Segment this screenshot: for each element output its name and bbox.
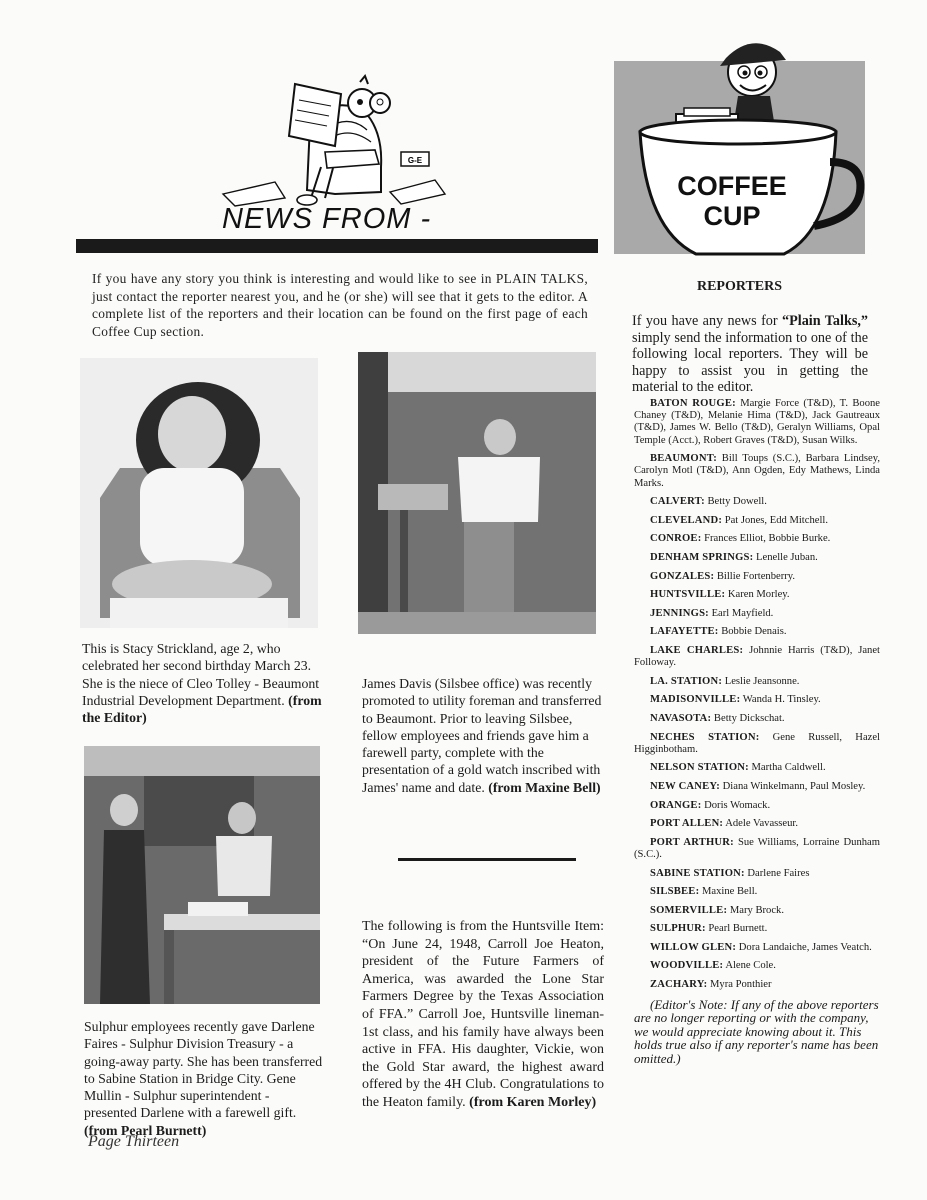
- reporter-town: SOMERVILLE:: [650, 904, 728, 916]
- reporter-town: DENHAM SPRINGS:: [650, 551, 754, 563]
- reporter-names: Adele Vavasseur.: [725, 818, 798, 830]
- reporter-town: SULPHUR:: [650, 923, 706, 935]
- reporter-town: NEW CANEY:: [650, 780, 720, 792]
- reporters-heading: REPORTERS: [696, 279, 783, 294]
- reporter-names: Martha Caldwell.: [751, 762, 826, 774]
- list-item: [634, 732, 880, 756]
- list-item: [634, 453, 880, 490]
- reporter-names: Bobbie Denais.: [721, 626, 787, 638]
- list-item: [634, 608, 880, 620]
- list-item: [634, 781, 880, 793]
- reporter-names: Dora Landaiche, James Veatch.: [738, 941, 872, 953]
- reporter-names: Karen Morley.: [727, 589, 790, 601]
- reporter-town: NAVASOTA:: [650, 712, 712, 724]
- reporter-town: NELSON STATION:: [650, 762, 749, 774]
- list-item: [634, 923, 880, 935]
- reporter-names: Pearl Burnett.: [708, 923, 768, 935]
- reporter-names: Billie Fortenberry.: [716, 570, 796, 582]
- list-item: [634, 533, 880, 545]
- reporter-names: Frances Elliot, Bobbie Burke.: [704, 533, 831, 545]
- reporters-intro-pre: If you have any news for: [632, 313, 782, 329]
- list-item: [634, 552, 880, 564]
- sulphur-caption: [84, 1018, 324, 1139]
- huntsville-story-text: The following is from the Huntsville Item: “On June 24, 1948, Carroll Joe Heaton, president of the Future Farmers of America, was awarded the Lone Star Farmers Degree by the Texas Association of FFA.” Carroll Joe, Huntsville lineman-1st class, and his family have always been active in FFA. His daughter, Vickie, won the Gold Star award, the highest award offered by the 4H Club. Congratulations to the Heaton family.: [362, 919, 604, 1110]
- james-caption-source: (from Maxine Bell): [488, 779, 601, 795]
- james-caption: [362, 675, 602, 796]
- photo-stacy-strickland: [80, 358, 318, 628]
- list-item: [634, 837, 880, 861]
- ge-tag-label: G-E: [407, 156, 423, 165]
- reporter-names: Betty Dickschat.: [713, 712, 785, 724]
- reporter-town: ZACHARY:: [650, 979, 708, 991]
- list-item: [634, 571, 880, 583]
- reporter-town: MADISONVILLE:: [650, 694, 741, 706]
- list-item: [634, 676, 880, 688]
- reporter-town: SABINE STATION:: [650, 867, 745, 879]
- reporter-names: Leslie Jeansonne.: [724, 675, 800, 687]
- reporter-names: Betty Dowell.: [707, 496, 767, 508]
- photo-sulphur-party: [84, 746, 320, 1004]
- list-item: [634, 886, 880, 898]
- reporter-names: Gene Russell, Hazel Higginbotham.: [634, 731, 880, 755]
- reporter-town: HUNTSVILLE:: [650, 589, 726, 601]
- reporters-list: [634, 398, 880, 1066]
- list-item: [634, 942, 880, 954]
- reporter-town: CALVERT:: [650, 496, 705, 508]
- list-item: [634, 713, 880, 725]
- reporter-town: WILLOW GLEN:: [650, 941, 737, 953]
- news-from-title: NEWS FROM -: [222, 203, 432, 235]
- list-item: [634, 979, 880, 991]
- stacy-caption-text: This is Stacy Strickland, age 2, who celebrated her second birthday March 23. She is the niece of Cleo Tolley - Beaumont Industrial Development Department.: [82, 641, 320, 708]
- huntsville-story: [362, 918, 604, 1112]
- coffee-cup-illustration: [614, 30, 874, 280]
- reporter-names: Johnnie Harris (T&D), Janet Followay.: [634, 644, 880, 669]
- reporter-town: JENNINGS:: [650, 607, 709, 619]
- reporter-names: Mary Brock.: [729, 904, 784, 916]
- page-number: Page Thirteen: [88, 1133, 180, 1150]
- stacy-caption-source: (from the Editor): [82, 692, 322, 726]
- list-item: [634, 762, 880, 774]
- reporter-town: PORT ALLEN:: [650, 818, 724, 830]
- list-item: [634, 645, 880, 669]
- reporters-intro: [632, 313, 868, 396]
- list-item: [634, 868, 880, 880]
- list-item: [634, 800, 880, 812]
- reporter-names: Sue Williams, Lorraine Dunham (S.C.).: [634, 836, 880, 860]
- sulphur-caption-text: Sulphur employees recently gave Darlene Faires - Sulphur Division Treasury - a going-away party. She has been transferred to Sabine Station in Bridge City. Gene Mullin - Sulphur superintendent - presented Darlene with a farewell gift.: [84, 1019, 323, 1121]
- list-item: [634, 398, 880, 447]
- reporter-names: Diana Winkelmann, Paul Mosley.: [722, 780, 866, 792]
- photo-james-davis: [358, 352, 596, 634]
- stacy-caption: [82, 640, 322, 726]
- column-divider: [398, 858, 576, 861]
- editor-note: (Editor's Note: If any of the above reporters are no longer reporting or with the company, we would appreciate knowing about it. This holds true also if any reporter's name has been omitted.): [634, 996, 879, 1067]
- james-caption-text: James Davis (Silsbee office) was recently promoted to utility foreman and transferred to Beaumont. Prior to leaving Silsbee, fellow employees and friends gave him a farewell party, complete with the presentation of a gold watch inscribed with James' name and date.: [362, 676, 602, 795]
- reporter-town: LA. STATION:: [650, 675, 723, 687]
- reporter-town: NECHES STATION:: [650, 731, 760, 743]
- intro-paragraph: If you have any story you think is interesting and would like to see in PLAIN TALKS, just contact the reporter nearest you, and he (or she) will see that it gets to the editor. A complete list of the reporters and their location can be found on the first page of each Coffee Cup section.: [92, 271, 588, 339]
- reporter-names: Earl Mayfield.: [711, 607, 774, 619]
- huntsville-story-source: (from Karen Morley): [469, 1094, 597, 1110]
- reporter-names: Bill Toups (S.C.), Barbara Lindsey, Carolyn Motl (T&D), Ann Ogden, Edy Mathews, Linda Marks.: [634, 453, 880, 489]
- reporter-town: LAKE CHARLES:: [650, 644, 744, 656]
- reporter-names: Margie Force (T&D), T. Boone Chaney (T&D), Melanie Hima (T&D), Jack Gautreaux (T&D), James W. Bello (T&D), Geralyn Williams, Opal Temple (Acct.), Robert Graves (T&D), Susan Wilks.: [634, 398, 880, 446]
- sulphur-caption-source: (from Pearl Burnett): [84, 1122, 207, 1138]
- reporter-names: Doris Womack.: [704, 799, 771, 811]
- reporter-town: BATON ROUGE:: [650, 398, 736, 409]
- list-item: [634, 626, 880, 638]
- reporter-town: ORANGE:: [650, 799, 702, 811]
- reporter-names: Lenelle Juban.: [756, 551, 818, 563]
- list-item: [634, 589, 880, 601]
- list-item: [634, 694, 880, 706]
- reporter-names: Darlene Faires: [747, 867, 810, 879]
- reporter-names: Wanda H. Tinsley.: [742, 694, 821, 706]
- cup-word: CUP: [703, 201, 761, 231]
- list-item: [634, 960, 880, 972]
- list-item: [634, 905, 880, 917]
- reporters-intro-bold: “Plain Talks,”: [782, 313, 869, 329]
- reporter-town: WOODVILLE:: [650, 960, 724, 972]
- reporter-town: LAFAYETTE:: [650, 626, 719, 638]
- reporter-names: Myra Ponthier: [710, 979, 772, 991]
- reporter-names: Alene Cole.: [725, 960, 776, 972]
- list-item: [634, 496, 880, 508]
- reporter-town: GONZALES:: [650, 570, 715, 582]
- reporter-names: Pat Jones, Edd Mitchell.: [724, 514, 828, 526]
- reporter-town: CLEVELAND:: [650, 514, 723, 526]
- list-item: [634, 515, 880, 527]
- reporters-intro-post: simply send the information to one of the following local reporters. They will be happy to assist you in getting the material to the editor.: [632, 329, 868, 395]
- reporter-town: PORT ARTHUR:: [650, 836, 734, 848]
- news-from-bar: [76, 239, 598, 253]
- coffee-word: COFFEE: [677, 171, 787, 201]
- reporter-town: CONROE:: [650, 533, 702, 545]
- reporter-town: BEAUMONT:: [650, 453, 717, 465]
- list-item: [634, 818, 880, 830]
- reporter-names: Maxine Bell.: [701, 886, 758, 898]
- reporter-town: SILSBEE:: [650, 886, 700, 898]
